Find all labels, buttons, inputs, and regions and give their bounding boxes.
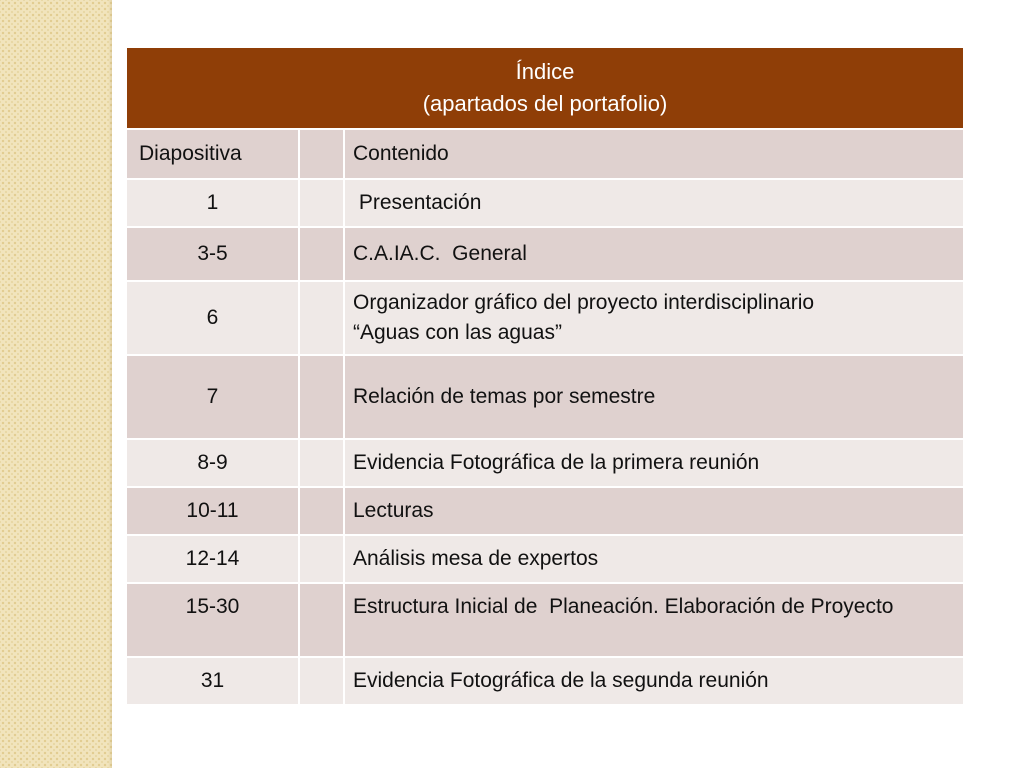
column-header-row xyxy=(126,129,964,179)
decorative-side-strip xyxy=(0,0,112,768)
row-slide-number: 15-30 xyxy=(126,583,299,657)
row-content: C.A.IA.C. General xyxy=(344,227,964,281)
column-spacer xyxy=(299,179,344,227)
index-table xyxy=(125,46,965,706)
table-row xyxy=(126,179,964,227)
table-row xyxy=(126,281,964,355)
row-content-line-1: Organizador gráfico del proyecto interdisciplinario xyxy=(353,291,815,314)
row-slide-number: 12-14 xyxy=(126,535,299,583)
table-row xyxy=(126,487,964,535)
column-spacer xyxy=(299,535,344,583)
column-spacer xyxy=(299,355,344,439)
table-row xyxy=(126,439,964,487)
row-slide-number: 6 xyxy=(126,281,299,355)
table-row xyxy=(126,583,964,657)
row-content: Estructura Inicial de Planeación. Elaboración de Proyecto xyxy=(344,583,964,657)
table-row xyxy=(126,355,964,439)
column-header-slide: Diapositiva xyxy=(126,129,299,179)
table-header-row xyxy=(126,47,964,129)
table-row xyxy=(126,657,964,705)
column-header-content: Contenido xyxy=(344,129,964,179)
column-spacer xyxy=(299,487,344,535)
index-title: Índice xyxy=(515,59,575,84)
row-content: Análisis mesa de expertos xyxy=(344,535,964,583)
column-spacer xyxy=(299,439,344,487)
row-slide-number: 31 xyxy=(126,657,299,705)
row-slide-number: 3-5 xyxy=(126,227,299,281)
table-header xyxy=(126,47,964,129)
table-row xyxy=(126,535,964,583)
index-subtitle: (apartados del portafolio) xyxy=(422,91,668,116)
row-content-multiline xyxy=(344,281,964,355)
row-slide-number: 8-9 xyxy=(126,439,299,487)
table-row xyxy=(126,227,964,281)
row-slide-number: 7 xyxy=(126,355,299,439)
row-content: Lecturas xyxy=(344,487,964,535)
row-content: Presentación xyxy=(344,179,964,227)
row-content: Evidencia Fotográfica de la segunda reunión xyxy=(344,657,964,705)
row-slide-number: 10-11 xyxy=(126,487,299,535)
row-content: Evidencia Fotográfica de la primera reunión xyxy=(344,439,964,487)
column-spacer xyxy=(299,227,344,281)
row-content-line-2: “Aguas con las aguas” xyxy=(353,321,562,344)
row-slide-number: 1 xyxy=(126,179,299,227)
column-spacer xyxy=(299,129,344,179)
column-spacer xyxy=(299,583,344,657)
column-spacer xyxy=(299,657,344,705)
column-spacer xyxy=(299,281,344,355)
row-content: Relación de temas por semestre xyxy=(344,355,964,439)
